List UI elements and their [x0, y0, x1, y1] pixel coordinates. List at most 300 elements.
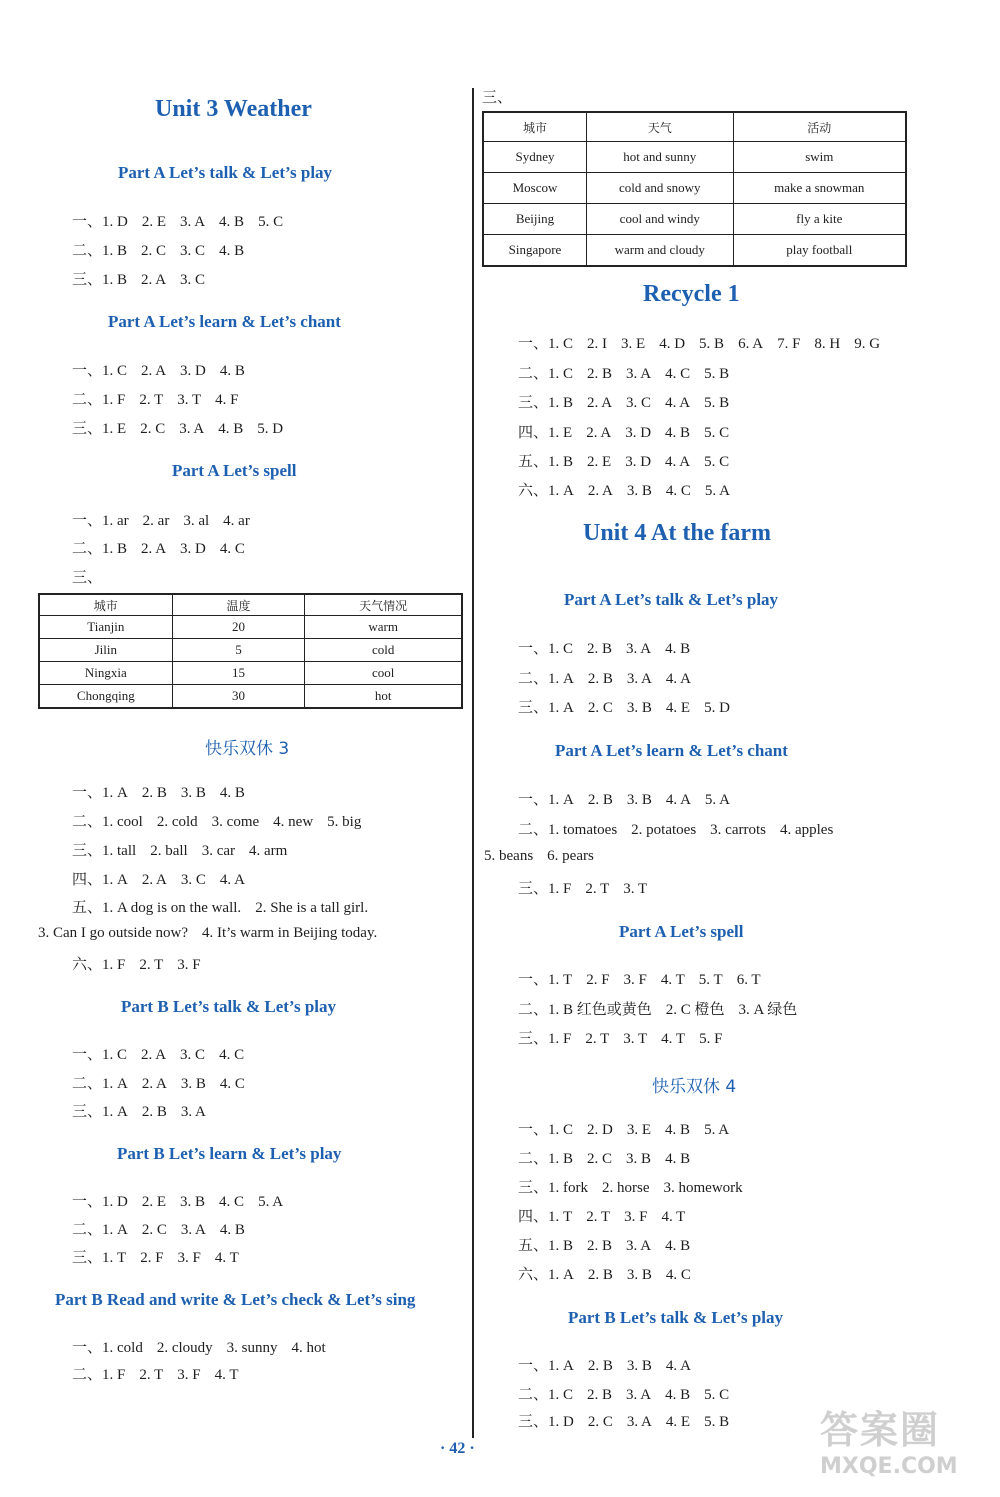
answer-line	[518, 696, 744, 717]
answer-item: 2. A	[586, 425, 612, 441]
answer-line	[518, 1383, 743, 1404]
answer-item: 4. C	[219, 541, 245, 557]
answer-item: 2. E	[587, 454, 612, 470]
answer-item: 4. T	[660, 972, 685, 988]
table-row	[483, 235, 906, 267]
answer-line	[518, 788, 744, 809]
answer-line	[518, 450, 743, 471]
answer-line	[72, 1043, 258, 1064]
table-header-cell: 活动	[733, 112, 906, 142]
answer-item: 3. B	[180, 1076, 206, 1092]
question-number: 一、	[72, 361, 103, 379]
answer-item: 2. B	[587, 792, 613, 808]
answer-item: 4. B	[218, 421, 244, 437]
answer-item: 3. C	[180, 272, 206, 288]
answer-item: 1. tall	[102, 843, 137, 859]
table-cell: 30	[172, 685, 305, 709]
answer-item: 3. B	[626, 483, 652, 499]
answer-line	[518, 391, 743, 412]
question-number: 二、	[518, 669, 549, 687]
question-number: 六、	[72, 955, 103, 973]
question-number: 二、	[72, 812, 103, 830]
question-number: 五、	[518, 452, 549, 470]
table-cell: Tianjin	[39, 616, 172, 639]
table-header-cell: 城市	[483, 112, 586, 142]
answer-item: 3. A	[626, 641, 652, 657]
answer-line	[72, 810, 375, 831]
table-cell: Beijing	[483, 204, 586, 235]
answer-line	[518, 877, 661, 898]
answer-item: 1. C	[548, 1122, 574, 1138]
table-cell: hot	[305, 685, 462, 709]
question-number: 一、	[518, 334, 549, 352]
question-number: 五、	[72, 898, 103, 916]
question-number: 三、	[72, 841, 103, 859]
answer-item: 6. A	[738, 336, 764, 352]
answer-item: 3. A	[180, 1222, 206, 1238]
answer-item: 5. C	[704, 454, 730, 470]
answer-item: 4. B	[665, 1238, 691, 1254]
answer-item: 1. F	[102, 392, 126, 408]
table-cell: Chongqing	[39, 685, 172, 709]
answer-line	[518, 1263, 705, 1284]
table-header-cell: 天气情况	[305, 594, 462, 616]
answer-item: 2. T	[139, 1367, 164, 1383]
answer-item: 2. B	[587, 1387, 613, 1403]
table-cell: hot and sunny	[586, 142, 733, 173]
answer-item: 3. F	[177, 1250, 201, 1266]
answer-line	[518, 332, 894, 353]
answer-line	[518, 1147, 704, 1168]
answer-item: 5. D	[704, 700, 730, 716]
answer-item: 1. B	[102, 243, 128, 259]
answer-item: 2. C 橙色	[665, 1002, 725, 1018]
table-cell: cool	[305, 662, 462, 685]
answer-item: 4. F	[215, 392, 239, 408]
answer-item: 3. C	[626, 395, 652, 411]
answer-item: 1. cool	[102, 814, 143, 830]
answer-item: 3. A	[626, 1387, 652, 1403]
answer-item: 5. F	[699, 1031, 723, 1047]
answer-item: 2. A	[141, 1076, 167, 1092]
answer-table	[38, 593, 463, 709]
question-number: 二、	[72, 1365, 103, 1383]
answer-item: 5. B	[699, 336, 725, 352]
question-number: 六、	[518, 1265, 549, 1283]
answer-item: 5. A	[704, 483, 730, 499]
answer-item: 3. B	[180, 785, 206, 801]
section-heading: Part B Let’s learn & Let’s play	[117, 1144, 342, 1163]
page-number: · 42 ·	[440, 1440, 475, 1457]
answer-item: 3. D	[625, 425, 652, 441]
answer-line	[484, 848, 608, 865]
question-number: 一、	[72, 1192, 103, 1210]
answer-item: 2. C	[141, 1222, 167, 1238]
answer-line	[72, 1190, 297, 1211]
answer-line	[518, 479, 744, 500]
answer-item: 4. apples	[779, 822, 834, 838]
table-cell: swim	[733, 142, 906, 173]
answer-item: 3. T	[623, 881, 648, 897]
answer-item: 1. C	[102, 363, 128, 379]
answer-item: 4. T	[661, 1209, 686, 1225]
question-number: 二、	[72, 539, 103, 557]
answer-item: 6. pears	[547, 848, 594, 864]
question-number: 四、	[518, 1207, 549, 1225]
section-heading: 快乐双休 4	[652, 1077, 737, 1097]
answer-line	[72, 1246, 253, 1267]
answer-line	[518, 818, 847, 839]
answer-item: 3. Can I go outside now?	[38, 925, 188, 941]
answer-item: 5. C	[704, 1387, 730, 1403]
question-number: 三、	[72, 1102, 103, 1120]
question-number: 一、	[72, 1338, 103, 1356]
answer-item: 2. C	[141, 243, 167, 259]
table-header-cell: 城市	[39, 594, 172, 616]
answer-item: 2. F	[140, 1250, 164, 1266]
section-heading: Part A Let’s talk & Let’s play	[564, 590, 779, 609]
answer-line	[72, 953, 215, 974]
answer-item: 4. hot	[291, 1340, 326, 1356]
answer-item: 4. B	[219, 785, 245, 801]
question-number: 三、	[518, 879, 549, 897]
answer-line	[518, 1027, 736, 1048]
answer-item: 3. homework	[663, 1180, 743, 1196]
answer-item: 1. tomatoes	[548, 822, 618, 838]
answer-item: 4. E	[665, 700, 691, 716]
question-number: 二、	[72, 241, 103, 259]
question-number: 一、	[518, 970, 549, 988]
answer-item: 4. T	[214, 1367, 239, 1383]
question-number: 二、	[518, 1149, 549, 1167]
table-cell: 20	[172, 616, 305, 639]
answer-line	[518, 968, 775, 989]
table-cell: Moscow	[483, 173, 586, 204]
answer-line	[72, 239, 258, 260]
answer-item: 1. D	[548, 1414, 574, 1430]
answer-item: 1. A dog is on the wall.	[102, 900, 242, 916]
answer-item: 2. C	[587, 700, 613, 716]
answer-line	[72, 1218, 259, 1239]
answer-item: 2. F	[586, 972, 610, 988]
answer-item: 4. B	[665, 1151, 691, 1167]
answer-item: 4. C	[219, 1076, 245, 1092]
answer-item: 1. D	[102, 214, 128, 230]
answer-item: 2. A	[587, 483, 613, 499]
answer-item: 3. T	[623, 1031, 648, 1047]
table-row	[39, 685, 462, 709]
unit-heading: Unit 3 Weather	[155, 96, 312, 122]
table-row	[483, 204, 906, 235]
answer-item: 2. A	[141, 272, 167, 288]
answer-item: 2. A	[141, 872, 167, 888]
answer-item: 4. B	[665, 1122, 691, 1138]
answer-item: 1. E	[548, 425, 573, 441]
answer-item: 4. C	[219, 1047, 245, 1063]
answer-item: 2. potatoes	[631, 822, 697, 838]
answer-item: 2. B	[141, 785, 167, 801]
answer-line	[518, 1410, 743, 1431]
answer-item: 3. B	[626, 700, 652, 716]
answer-line	[72, 781, 259, 802]
answer-line	[72, 1100, 220, 1121]
answer-line	[518, 1354, 705, 1375]
answer-item: 2. B	[587, 1238, 613, 1254]
question-number: 三、	[72, 1248, 103, 1266]
answer-item: 1. D	[102, 1194, 128, 1210]
answer-item: 5. C	[704, 425, 730, 441]
answer-item: 5. A	[258, 1194, 284, 1210]
answer-item: 4. D	[659, 336, 686, 352]
answer-item: 3. B	[626, 1358, 652, 1374]
answer-item: 9. G	[854, 336, 881, 352]
question-number: 三、	[72, 270, 103, 288]
answer-item: 1. A	[102, 1076, 128, 1092]
answer-line	[72, 1072, 259, 1093]
answer-item: 2. T	[139, 392, 164, 408]
answer-item: 1. A	[548, 671, 574, 687]
answer-item: 1. A	[548, 1267, 574, 1283]
answer-item: 1. B	[102, 541, 128, 557]
answer-item: 2. C	[140, 421, 166, 437]
answer-item: 3. F	[177, 957, 201, 973]
question-number: 二、	[518, 364, 549, 382]
table-row	[483, 173, 906, 204]
column-divider	[472, 88, 474, 1438]
section-heading: Part B Let’s talk & Let’s play	[121, 997, 336, 1016]
answer-item: 4. B	[219, 363, 245, 379]
table-header-cell: 天气	[586, 112, 733, 142]
answer-item: 3. B	[626, 1151, 652, 1167]
table-cell: warm	[305, 616, 462, 639]
section-heading: Part B Let’s talk & Let’s play	[568, 1308, 783, 1327]
question-number: 三、	[518, 1178, 549, 1196]
section-heading: Part A Let’s learn & Let’s chant	[555, 741, 788, 760]
answer-item: 3. car	[201, 843, 235, 859]
answer-item: 3. come	[211, 814, 260, 830]
answer-item: 1. F	[102, 1367, 126, 1383]
question-number: 二、	[72, 390, 103, 408]
table-cell: make a snowman	[733, 173, 906, 204]
answer-item: 3. F	[624, 1209, 648, 1225]
answer-line	[72, 868, 259, 889]
table-cell: Ningxia	[39, 662, 172, 685]
answer-item: 2. B	[587, 366, 613, 382]
answer-line	[518, 1205, 699, 1226]
answer-item: 2. E	[141, 214, 167, 230]
answer-item: 4. A	[665, 395, 691, 411]
question-number: 二、	[518, 820, 549, 838]
answer-item: 1. B 红色或黄色	[548, 1002, 652, 1018]
answer-item: 4. A	[665, 1358, 691, 1374]
table-row	[39, 639, 462, 662]
answer-line	[72, 896, 382, 917]
answer-item: 2. cloudy	[156, 1340, 213, 1356]
answer-item: 3. A 绿色	[738, 1002, 798, 1018]
question-number: 三、	[72, 419, 103, 437]
answer-item: 1. A	[548, 483, 574, 499]
answer-item: 3. A	[626, 366, 652, 382]
table-header-row	[39, 594, 462, 616]
answer-line	[518, 1176, 757, 1197]
answer-item: 4. new	[273, 814, 314, 830]
question-number: 一、	[518, 639, 549, 657]
answer-item: 2. B	[587, 1267, 613, 1283]
question-number: 二、	[518, 1385, 549, 1403]
section-heading: Part A Let’s spell	[619, 922, 744, 941]
answer-item: 1. C	[548, 336, 574, 352]
answer-item: 4. A	[219, 872, 245, 888]
answer-item: 3. A	[626, 1238, 652, 1254]
answer-item: 3. E	[621, 336, 646, 352]
section-heading: Part B Read and write & Let’s check & Let’s sing	[55, 1290, 416, 1309]
answer-item: 5. beans	[484, 848, 534, 864]
watermark-top: 答案圈	[820, 1408, 941, 1452]
answer-item: 3. C	[180, 872, 206, 888]
answer-item: 2. A	[141, 1047, 167, 1063]
answer-line	[72, 839, 301, 860]
question-number: 一、	[518, 1120, 549, 1138]
table-row	[39, 616, 462, 639]
answer-item: 4. A	[665, 792, 691, 808]
answer-item: 4. ar	[223, 513, 250, 529]
question-number: 二、	[72, 1220, 103, 1238]
answer-item: 2. T	[586, 1209, 611, 1225]
answer-item: 2. T	[139, 957, 164, 973]
answer-item: 4. T	[214, 1250, 239, 1266]
question-number: 一、	[518, 1356, 549, 1374]
table-header-cell: 温度	[172, 594, 305, 616]
answer-table	[482, 111, 907, 267]
answer-item: 1. T	[102, 1250, 127, 1266]
answer-item: 3. A	[179, 421, 205, 437]
answer-line	[72, 1336, 340, 1357]
answer-item: 1. F	[102, 957, 126, 973]
unit-heading: Unit 4 At the farm	[583, 520, 771, 546]
table-cell: cool and windy	[586, 204, 733, 235]
answer-item: 1. E	[102, 421, 127, 437]
answer-item: 5. T	[698, 972, 723, 988]
answer-item: 1. F	[548, 1031, 572, 1047]
question-label: 三、	[482, 88, 513, 106]
answer-item: 4. B	[665, 1387, 691, 1403]
answer-line	[518, 667, 705, 688]
answer-item: 2. T	[585, 1031, 610, 1047]
answer-item: 1. T	[548, 1209, 573, 1225]
answer-item: 4. A	[665, 671, 691, 687]
answer-item: 5. B	[704, 1414, 730, 1430]
watermark-bottom: MXQE.COM	[820, 1454, 958, 1479]
answer-item: 4. arm	[249, 843, 288, 859]
question-number: 一、	[72, 212, 103, 230]
answer-item: 4. C	[665, 483, 691, 499]
answer-item: 1. F	[548, 881, 572, 897]
table-cell: Jilin	[39, 639, 172, 662]
question-number: 三、	[518, 1412, 549, 1430]
answer-item: 1. B	[102, 272, 128, 288]
answer-line	[38, 925, 391, 942]
question-number: 三、	[518, 698, 549, 716]
answer-item: 3. T	[177, 392, 202, 408]
table-cell: cold	[305, 639, 462, 662]
answer-item: 2. T	[585, 881, 610, 897]
answer-item: 3. C	[180, 243, 206, 259]
answer-line	[72, 417, 297, 438]
answer-item: 3. A	[626, 1414, 652, 1430]
answer-item: 1. B	[548, 454, 574, 470]
answer-line	[72, 509, 264, 530]
answer-item: 1. fork	[548, 1180, 589, 1196]
question-number: 一、	[72, 783, 103, 801]
answer-item: 2. She is a tall girl.	[255, 900, 369, 916]
answer-item: 3. al	[183, 513, 210, 529]
answer-item: 2. A	[141, 541, 167, 557]
question-number: 一、	[72, 511, 103, 529]
answer-line	[518, 1118, 743, 1139]
answer-item: 4. T	[661, 1031, 686, 1047]
answer-item: 1. A	[102, 1222, 128, 1238]
question-number: 四、	[518, 423, 549, 441]
answer-line	[518, 362, 743, 383]
table-header-row	[483, 112, 906, 142]
answer-item: 1. B	[548, 395, 574, 411]
answer-line	[72, 1363, 253, 1384]
question-number: 二、	[72, 1074, 103, 1092]
answer-item: 2. A	[141, 363, 167, 379]
question-number: 三、	[518, 393, 549, 411]
answer-item: 3. D	[180, 363, 206, 379]
answer-item: 5. B	[704, 395, 730, 411]
answer-item: 2. B	[141, 1104, 167, 1120]
answer-item: 2. D	[587, 1122, 613, 1138]
answer-item: 3. C	[180, 1047, 206, 1063]
section-heading: 快乐双休 3	[205, 739, 290, 759]
answer-item: 1. C	[548, 1387, 574, 1403]
answer-line	[72, 537, 259, 558]
answer-item: 4. C	[665, 366, 691, 382]
answer-item: 2. ar	[142, 513, 170, 529]
answer-item: 3. A	[626, 671, 652, 687]
answer-item: 2. B	[587, 641, 613, 657]
answer-item: 1. B	[548, 1238, 574, 1254]
answer-item: 5. C	[258, 214, 284, 230]
answer-item: 4. B	[665, 425, 691, 441]
answer-item: 5. A	[704, 792, 730, 808]
table-cell: Singapore	[483, 235, 586, 267]
answer-item: 3. B	[626, 792, 652, 808]
answer-item: 1. A	[102, 872, 128, 888]
answer-item: 2. cold	[156, 814, 198, 830]
watermark-logo	[820, 1408, 990, 1490]
question-label: 三、	[72, 568, 103, 586]
question-number: 五、	[518, 1236, 549, 1254]
answer-item: 1. C	[548, 366, 574, 382]
answer-item: 2. E	[141, 1194, 167, 1210]
answer-item: 2. ball	[150, 843, 188, 859]
answer-line	[72, 359, 259, 380]
table-cell: play football	[733, 235, 906, 267]
answer-item: 2. C	[587, 1151, 613, 1167]
answer-item: 3. B	[626, 1267, 652, 1283]
answer-item: 8. H	[814, 336, 841, 352]
answer-item: 2. C	[587, 1414, 613, 1430]
table-cell: Sydney	[483, 142, 586, 173]
answer-item: 1. B	[548, 1151, 574, 1167]
table-row	[39, 662, 462, 685]
table-cell: fly a kite	[733, 204, 906, 235]
answer-item: 3. A	[180, 214, 206, 230]
answer-item: 5. B	[704, 366, 730, 382]
